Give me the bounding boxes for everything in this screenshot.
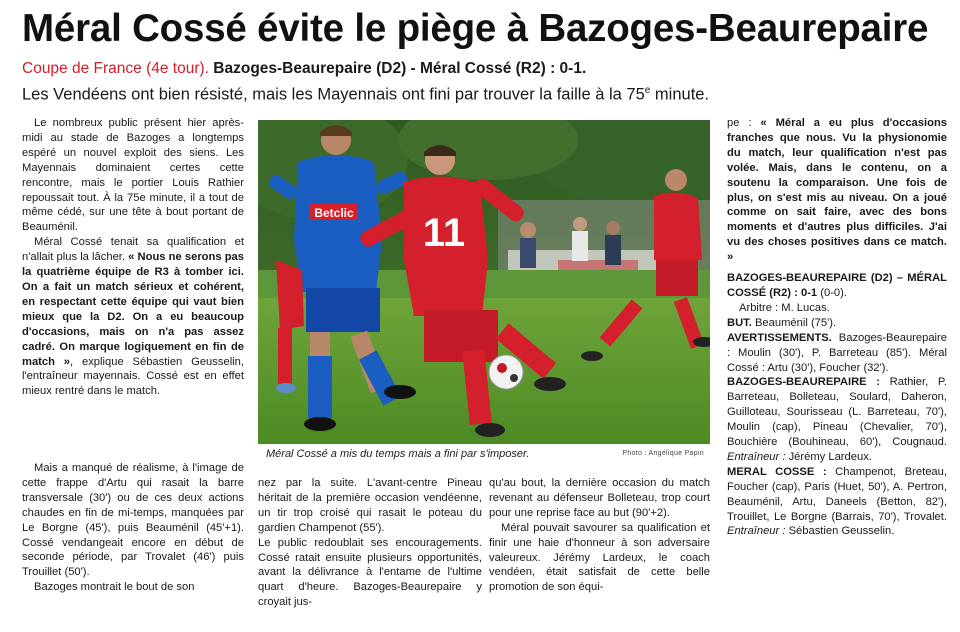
subhead	[22, 58, 952, 79]
col1-paragraph-3: Mais a manqué de réalisme, à l'image de cette frappe d'Artu qui rasait la barre transversale (30') ou de ces deux actions chaudes en fin de mi-temps, manquées par Le Borgne (45'), puis Beauménil (45'+1). Cossé vendangeait encore en début de seconde période, par Trovalet (46') puis Trouillet (50').	[22, 462, 244, 579]
column-1	[22, 116, 244, 399]
team1-lineup	[727, 375, 947, 464]
coach2-label: Entraîneur :	[727, 525, 786, 538]
cards-line	[727, 331, 947, 376]
col2-paragraph-1: nez par la suite. L'avant-centre Pineau héritait de la première occasion vendéenne, un tir trop croisé qui rasait le poteau du gardien Champenot (55').	[258, 477, 482, 534]
team2-lineup	[727, 465, 947, 540]
cards-label: AVERTISSEMENTS.	[727, 331, 832, 344]
team1-text: Rathier, P. Barreteau, Bolleteau, Soulard, Daheron, Guilloteau, Sourisseau (L. Barreteau, 70'), Moulin (cap), Pineau (Chevalier, 70'), Bouchière (Bouhineau, 60'), Cougnaud.	[727, 376, 948, 449]
cards-text: Bazoges-Beaurepaire : Moulin (30'), P. Barreteau (85'). Méral Cossé : Artu (30'), Foucher (32').	[727, 331, 947, 374]
col4-quote-start: pe :	[727, 117, 761, 129]
col3-paragraph-1: qu'au bout, la dernière occasion du match revenant au défenseur Bolleteau, trop court pour une reprise face au but (90'+2).	[489, 477, 710, 519]
col4-quote-text: « Méral a eu plus d'occasions franches que nous. Vu la physionomie du match, leur qualification n'est pas volée. Mais, dans le contenu, on a soutenu la comparaison. Une fois de plus, on s'est mis au niveau. On a joué comme on sait faire, avec des bons moments et d'autres plus difficiles. J'ai vu des choses positives dans ce match. »	[727, 117, 947, 264]
coach1-label: Entraîneur :	[727, 450, 786, 463]
coach2-text: Sébastien Geusselin.	[785, 525, 895, 538]
col2-paragraph-2: Le public redoublait ses encouragements. Cossé ratait ensuite plusieurs opportunités, avant la délivrance à l'entame de l'ultime quart d'heure. Bazoges-Beaurepaire y croyait jus-	[258, 536, 482, 609]
match-photo	[258, 120, 710, 444]
match-result: Bazoges-Beaurepaire (D2) - Méral Cossé (R2) : 0-1.	[213, 60, 587, 77]
col1-paragraph-2	[22, 235, 244, 399]
col3-paragraph-2: Méral pouvait savourer sa qualification et finir une haie d'honneur à son adversaire valeureux. Jérémy Lardeux, le coach vendéen, était satisfait de cette belle promotion de son équi-	[489, 521, 710, 594]
photo-credit: Photo : Angélique Papin	[622, 450, 704, 457]
lede-sup: e	[644, 85, 651, 96]
col1-p2-quote: « Nous ne serons pas la quatrième équipe de R3 à tomber ici. On a fait un match sérieux et cohérent, en respectant cette équipe qui vaut bien mieux que la D2. On a eu beaucoup d'occasions, mais on n'a pas assez cadré. On marque logiquement en fin de match »	[22, 251, 244, 368]
team2-text: Champenot, Breteau, Foucher (cap), Paris (Huet, 50'), A. Pertron, Beauménil, Artu, Daneels (Betton, 82'), Trouillet, Le Borgne (Barrais, 70'), Trovalet.	[727, 465, 947, 523]
competition-label: Coupe de France (4e tour).	[22, 60, 209, 77]
score-line	[727, 271, 947, 301]
headline: Méral Cossé évite le piège à Bazoges-Beaurepaire	[22, 7, 929, 50]
column-3	[489, 476, 710, 595]
col1-paragraph-1: Le nombreux public présent hier après-midi au stade de Bazoges a longtemps espéré un nouvel exploit des siens. Les Mayennais dominaient certes cette rencontre, mais le portier Louis Rathier repoussait tout. À la 75e minute, il a tout de même cédé, sur une tête à bout portant de Beauménil.	[22, 117, 244, 234]
caption-text: Méral Cossé a mis du temps mais a fini par s'imposer.	[266, 448, 530, 460]
col1-p2-start: Méral Cossé tenait sa qualification et n'allait plus la lâcher.	[22, 236, 244, 264]
team2-label: MERAL COSSE :	[727, 465, 827, 478]
jersey-number: 11	[422, 211, 466, 255]
lede-end: minute.	[650, 85, 710, 104]
match-photo-illustration	[258, 120, 710, 444]
coach1-text: Jérémy Lardeux.	[785, 450, 872, 463]
sponsor-text: Betclic	[314, 206, 354, 220]
lede	[22, 80, 952, 106]
column-1-bottom	[22, 461, 244, 595]
score-halftime: (0-0).	[817, 286, 847, 299]
goal-line	[727, 316, 947, 331]
lede-text: Les Vendéens ont bien résisté, mais les Mayennais ont fini par trouver la faille à la 75	[22, 85, 645, 104]
col1-p2-end: , explique Sébastien Geusselin, l'entraîneur mayennais. Cossé est en effet mieux rentré dans le match.	[22, 355, 244, 398]
team1-label: BAZOGES-BEAUREPAIRE :	[727, 376, 881, 389]
goal-text: Beauménil (75').	[751, 316, 837, 329]
column-2	[258, 476, 482, 610]
col1-paragraph-4: Bazoges montrait le bout de son	[34, 581, 195, 594]
photo-caption	[258, 444, 710, 464]
soccer-ball-icon	[489, 355, 523, 389]
goal-label: BUT.	[727, 316, 752, 329]
col4-quote	[727, 116, 947, 265]
column-4	[727, 116, 947, 539]
referee-line: Arbitre : M. Lucas.	[739, 301, 830, 314]
score-title: BAZOGES-BEAUREPAIRE (D2) – MÉRAL COSSÉ (R2) : 0-1	[727, 272, 947, 299]
